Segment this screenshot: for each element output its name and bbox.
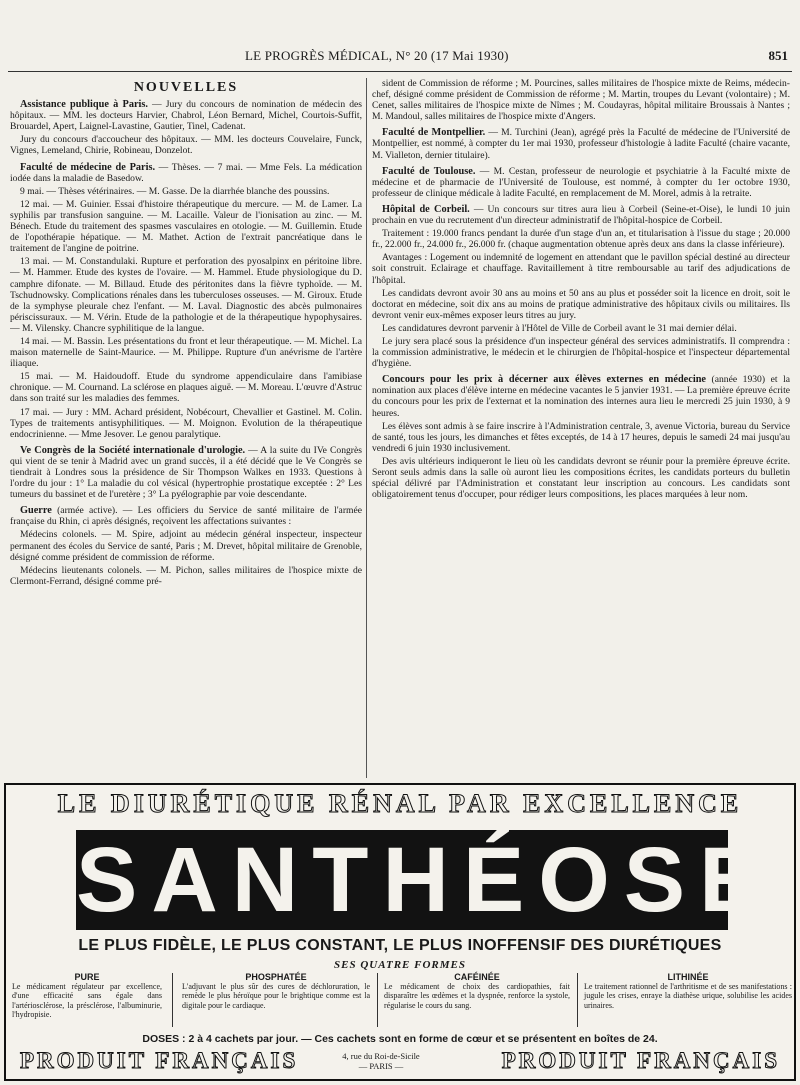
- news-heading: Guerre: [20, 505, 52, 517]
- news-paragraph: [10, 199, 362, 254]
- section-title: NOUVELLES: [133, 80, 239, 95]
- news-text: Jury du concours d'accoucheur des hôpitaux. — MM. les docteurs Couvelaire, Funck, Vignes, Lemeland, Chirie, Robineau, Donzelot.: [10, 134, 362, 157]
- news-paragraph: [10, 371, 362, 404]
- news-heading: Faculté de médecine de Paris.: [20, 161, 156, 173]
- news-text: (année 1930) et la nomination aux places d'élève interne en médecine vacantes le 5 janvier 1931. — La première épreuve écrite du concours pour les prix de l'externat et la nomination des internes aura lieu le mercredi 25 juin 1930, à 9 heures.: [372, 374, 790, 419]
- news-paragraph: [10, 99, 362, 132]
- news-paragraph: [372, 323, 790, 334]
- news-paragraph: [10, 256, 362, 334]
- news-paragraph: [10, 134, 362, 156]
- right-column: [372, 78, 790, 778]
- news-text: Médecins colonels. — M. Spire, adjoint au médecin général inspecteur, inspecteur permanent des écoles du Service de santé, Paris ; M. Drevet, hôpital militaire de Grenoble, désigné comme président de commission de réforme.: [10, 529, 362, 563]
- news-paragraph: [372, 456, 790, 500]
- news-text: Les candidats devront avoir 30 ans au moins et 50 ans au plus et posséder soit la licence en droit, soit le doctorat en médecine, soit dix ans au moins de pratique administrative des hôpitaux civils ou militaires. Ils devront venir eux-mêmes exposer leurs titres au jury.: [372, 287, 790, 321]
- news-text: 17 mai. — Jury : MM. Achard président, Nobécourt, Chevallier et Gastinel. M. Colin. Types de traitements antisyphilitiques. — M. Moignon. Evolution de la thérapeutique endocrinienne. — Mme Jesover. Le genou paralytique.: [10, 406, 362, 440]
- news-paragraph: [372, 228, 790, 250]
- news-text: 13 mai. — M. Constandulaki. Rupture et perforation des pyosalpinx en péritoine libre. — M. Hammer. Etude des kystes de l'ovaire. — M. Hammel. Etude physiologique du D. camphre difonate. — M. Billaud. Etude des péritonites dans la fièvre typhoïde. — M. Tschudnowsky. Complications rénales dans les tuberculoses osseuses. — M. Giroux. Etude de la symphyse pleurale chez l'enfant. — M. Laval. Diagnostic des abcès pulmonaires périscissuraux. — M. Vérin. Etude de la pathologie et de la thérapeutique hypophysaires. — M. Vilensky. Chancre syphilitique de la langue.: [10, 256, 362, 334]
- news-paragraph: [372, 374, 790, 418]
- page-header: [0, 48, 800, 68]
- news-paragraph: [372, 421, 790, 454]
- santheose-advertisement: [4, 783, 796, 1081]
- page-number: 851: [768, 48, 788, 63]
- news-heading: Assistance publique à Paris.: [20, 99, 148, 111]
- news-text: — A la suite du IVe Congrès qui vient de se tenir à Madrid avec un grand succès, il a été décidé que le Ve Congrès se tiendrait à Londres sous la présidence de Sir Thompson Walkes en 1933. Questions à l'ordre du jour : 1° La maladie du col vésical (hypertrophie prostatique exceptée : 2° Les tumeurs du bassinet et de l'uretère ; 3° La pyélographie par voie descendante.: [10, 444, 362, 501]
- news-paragraph: [10, 162, 362, 184]
- news-text: Les candidatures devront parvenir à l'Hôtel de Ville de Corbeil avant le 31 mai dernier délai.: [382, 322, 737, 334]
- form-lithinee: LITHINÉE Le traitement rationnel de l'arthritisme et de ses manifestations : jugule les crises, enraye la diathèse urique, solubilise les acides urinaires.: [584, 972, 792, 1010]
- form-phosphatee: PHOSPHATÉE L'adjuvant le plus sûr des cures de déchloruration, le remède le plus héroïque pour le brightique comme est la digitale pour le cardiaque.: [182, 972, 370, 1010]
- form-divider: [577, 973, 578, 1027]
- news-text: — Thèses. — 7 mai. — Mme Fels. La médication iodée dans la maladie de Basedow.: [10, 161, 362, 184]
- ad-dosage: DOSES : 2 à 4 cachets par jour. — Ces cachets sont en forme de cœur et se présentent en boîtes de 24.: [142, 1033, 658, 1045]
- header-rule: [8, 71, 792, 72]
- left-column: [10, 78, 362, 778]
- news-paragraph: [10, 336, 362, 369]
- news-text: Avantages : Logement ou indemnité de logement en attendant que le pavillon spécial destiné au directeur soit construit. Eclairage et chauffage. Ravitaillement à titre remboursable au tarif des adjudications de l'hôpital.: [372, 252, 790, 286]
- news-text: — M. Cestan, professeur de neurologie et psychiatrie à la Faculté mixte de médecine et de pharmacie de l'Université de Toulouse, est nommé, à compter du 1er octobre 1930, professeur de clinique médicale à ladite Faculté, en remplacement de M. Morel, admis à la retraite.: [372, 165, 790, 199]
- news-paragraph: [372, 78, 790, 122]
- news-text: Des avis ultérieurs indiqueront le lieu où les candidats devront se réunir pour la première épreuve écrite. Seront seuls admis dans la salle où auront lieu les compositions écrites, les candidats porteurs du bulletin spécial délivré par l'Administration et constatant leur inscription au concours. Les candidats sont obligatoirement tenus d'occuper, pour rédiger leurs compositions, les places marquées à leur nom.: [372, 455, 790, 501]
- news-text: 12 mai. — M. Guinier. Essai d'histoire thérapeutique du mercure. — M. de Lamer. La syphilis par transfusion sanguine. — M. Lacaille. Valeur de l'ionisation au zinc. — M. Bénech. Etude du traitement des spasmes vasculaires en otologie. — M. Guillemin. Etude de l'opothérapie hépatique. — M. Mathet. Action de l'extrait pancréatique dans le traitement de l'angine de poitrine.: [10, 198, 362, 255]
- form-divider: [172, 973, 173, 1027]
- news-text: sident de Commission de réforme ; M. Pourcines, salles militaires de l'hospice mixte de Reims, médecin-chef, désigné comme président de Commission de réforme ; M. Martin, troupes du Levant (volontaire) ; M. Cenet, salles militaires de l'hospice mixte de Nîmes ; M. Coudayras, hôpital militaire Broussais à Nantes ; M. Mandoul, salles militaires de l'hospice mixte d'Angers.: [372, 78, 790, 123]
- news-text: (armée active). — Les officiers du Service de santé militaire de l'armée française du Rhin, ci après désignés, reçoivent les affectations suivantes :: [10, 505, 362, 528]
- news-paragraph: [10, 186, 362, 197]
- news-text: Les élèves sont admis à se faire inscrire à l'Administration centrale, 3, avenue Victoria, bureau du Service de santé, tous les jours, les dimanches et fêtes exceptés, de 14 à 17 heures, depuis le samedi 24 mai jusqu'au vendredi 6 juin 1930 inclusivement.: [372, 420, 790, 454]
- produit-francais-left: PRODUIT FRANÇAIS: [20, 1048, 299, 1073]
- ad-brand-banner: [76, 829, 775, 931]
- ad-address: 4, rue du Roi-de-Sicile — PARIS —: [342, 1051, 420, 1071]
- brand-name: SANTHÉOSE: [76, 829, 775, 931]
- news-text: 15 mai. — M. Haidoudoff. Etude du syndrome appendiculaire dans l'amibiase chronique. — M. Cournand. La sclérose en plaques aiguë. — M. Moreau. L'œuvre d'Astruc dans son traité sur les maladies des femmes.: [10, 371, 362, 405]
- news-paragraph: [372, 127, 790, 160]
- news-text: — Un concours sur titres aura lieu à Corbeil (Seine-et-Oise), le lundi 10 juin prochain en vue du recrutement d'un directeur administratif de l'hôpital-hospice de Corbeil.: [372, 203, 790, 227]
- ad-forms-title: SES QUATRE FORMES: [334, 959, 466, 971]
- news-paragraph: [372, 336, 790, 369]
- ad-slogan: LE PLUS FIDÈLE, LE PLUS CONSTANT, LE PLUS INOFFENSIF DES DIURÉTIQUES: [78, 937, 722, 954]
- running-title: LE PROGRÈS MÉDICAL, N° 20 (17 Mai 1930): [245, 48, 509, 63]
- form-cafeinee: CAFÉINÉE Le médicament de choix des cardiopathies, fait disparaître les œdèmes et la dyspnée, renforce la systole, régularise le cours du sang.: [384, 972, 570, 1010]
- news-heading: Ve Congrès de la Société internationale d'urologie.: [20, 444, 246, 456]
- news-paragraph: [372, 204, 790, 226]
- news-heading: Hôpital de Corbeil.: [382, 203, 470, 215]
- news-heading: Faculté de Toulouse.: [382, 165, 476, 177]
- news-paragraph: [10, 445, 362, 500]
- news-paragraph: [10, 565, 362, 587]
- produit-francais-right: PRODUIT FRANÇAIS: [501, 1048, 780, 1073]
- news-paragraph: [10, 529, 362, 562]
- ad-footer: [6, 1048, 794, 1078]
- news-paragraph: [372, 288, 790, 321]
- form-pure: PURE Le médicament régulateur par excellence, d'une efficacité sans égale dans l'artériosclérose, la présclérose, l'albuminurie, l'hydropisie.: [12, 972, 162, 1019]
- news-heading: Faculté de Montpellier.: [382, 127, 486, 139]
- news-paragraph: [372, 166, 790, 199]
- news-text: Traitement : 19.000 francs pendant la durée d'un stage d'un an, et titularisation à l'issue du stage ; 20.000 fr., 22.000 fr., 24.000 fr., 26.000 fr. (chaque augmentation obtenue après deux ans dans la classe inférieure).: [372, 228, 790, 251]
- news-text: — M. Turchini (Jean), agrégé près la Faculté de médecine de l'Université de Montpellier, est nommé, à compter du 1er mai 1930, professeur d'histologie à ladite Faculté (chaire vacante, M. Vialleton, dernier titulaire).: [372, 127, 790, 161]
- form-divider: [377, 973, 378, 1027]
- column-divider: [366, 78, 367, 778]
- ad-headline: LE DIURÉTIQUE RÉNAL PAR EXCELLENCE: [57, 789, 743, 818]
- news-paragraph: [10, 505, 362, 527]
- news-heading: Concours pour les prix à décerner aux élèves externes en médecine: [382, 374, 706, 386]
- news-text: Le jury sera placé sous la présidence d'un inspecteur général des services administratifs. Il comprendra : la commission administrative, le médecin et le chirurgien de l'hôpital-hospice et l'inspecteur départemental d'hygiène.: [372, 335, 790, 370]
- news-text: — Jury du concours de nomination de médecin des hôpitaux. — MM. les docteurs Harvier, Chabrol, Léon Bernard, Michel, Courtois-Suffit, Brouardel, Apert, Laignel-Lavastine, Gautier, Tinel, Cadenat.: [10, 99, 362, 133]
- news-text: Médecins lieutenants colonels. — M. Pichon, salles militaires de l'hospice mixte de Clermont-Ferrand, désigné comme pré-: [10, 564, 362, 587]
- news-paragraph: [10, 407, 362, 440]
- news-paragraph: [372, 252, 790, 285]
- news-text: 14 mai. — M. Bassin. Les présentations du front et leur thérapeutique. — M. Michel. La maison maternelle de Saint-Maurice. — M. Philippe. Rupture d'un anévrisme de l'artère iliaque.: [10, 335, 362, 370]
- news-text: 9 mai. — Thèses vétérinaires. — M. Gasse. De la diarrhée blanche des poussins.: [20, 185, 330, 197]
